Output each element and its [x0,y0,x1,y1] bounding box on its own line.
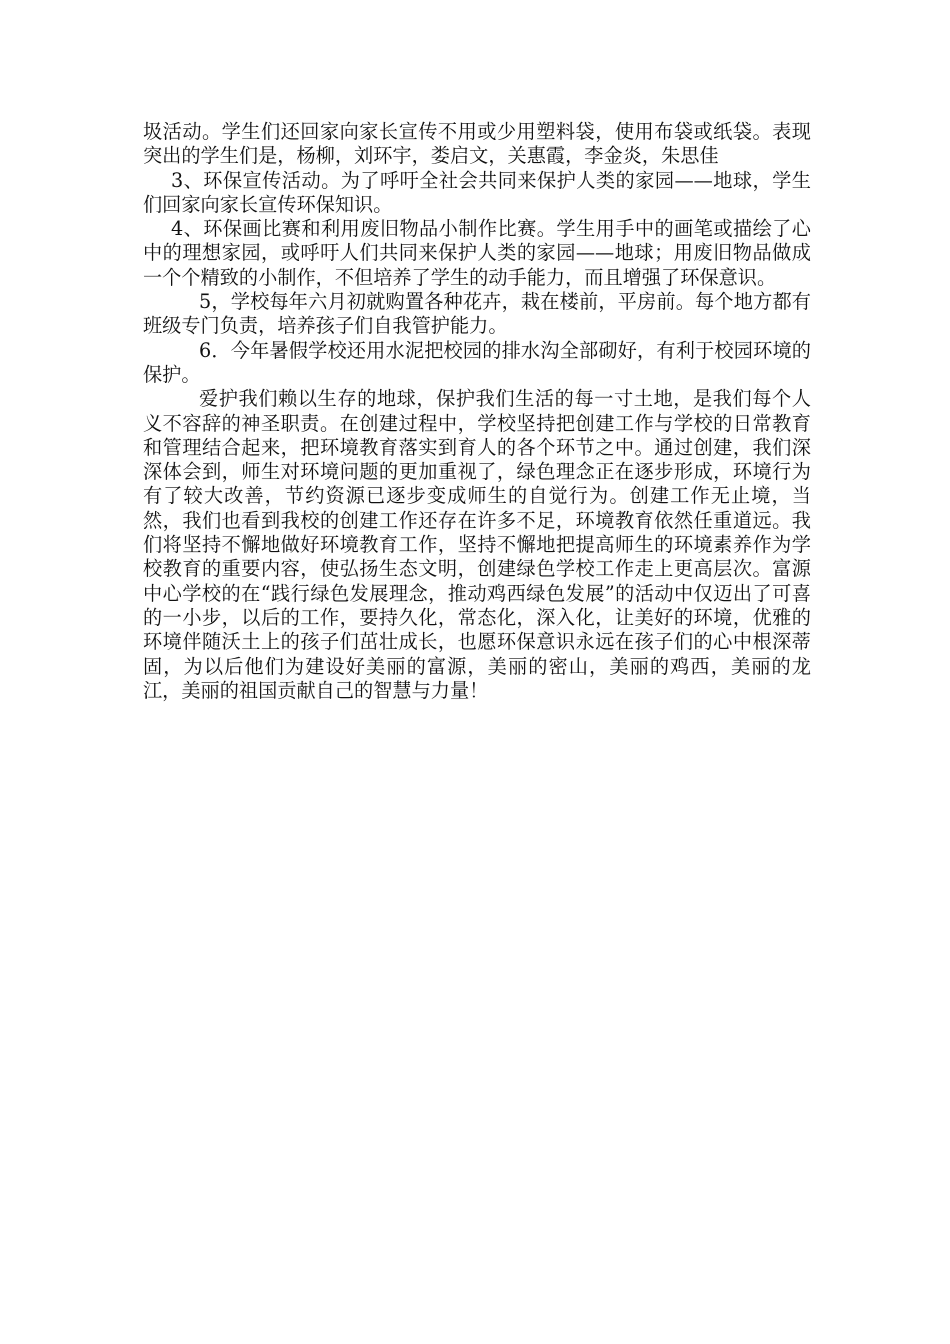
paragraph-conclusion: 爱护我们赖以生存的地球，保护我们生活的每一寸土地，是我们每个人义不容辞的神圣职责。在创建过程中，学校坚持把创建工作与学校的日常教育和管理结合起来，把环境教育落实到育人的各个环节之中。通过创建，我们深深体会到，师生对环境问题的更加重视了，绿色理念正在逐步形成，环境行为有了较大改善，节约资源已逐步变成师生的自觉行为。创建工作无止境，当然，我们也看到我校的创建工作还存在许多不足，环境教育依然任重道远。我们将坚持不懈地做好环境教育工作，坚持不懈地把提高师生的环境素养作为学校教育的重要内容，使弘扬生态文明，创建绿色学校工作走上更高层次。富源中心学校的在“践行绿色发展理念，推动鸡西绿色发展”的活动中仅迈出了可喜的一小步，以后的工作，要持久化，常态化，深入化，让美好的环境，优雅的环境伴随沃土上的孩子们茁壮成长，也愿环保意识永远在孩子们的心中根深蒂固，为以后他们为建设好美丽的富源，美丽的密山，美丽的鸡西，美丽的龙江，美丽的祖国贡献自己的智慧与力量！ [143,387,811,702]
paragraph-item-4: 4、环保画比赛和利用废旧物品小制作比赛。学生用手中的画笔或描绘了心中的理想家园，或呼吁人们共同来保护人类的家园——地球；用废旧物品做成一个个精致的小制作，不但培养了学生的动手能力，而且增强了环保意识。 [143,217,811,289]
paragraph-item-6: 6．今年暑假学校还用水泥把校园的排水沟全部砌好，有利于校园环境的保护。 [143,338,811,386]
paragraph-item-5: 5，学校每年六月初就购置各种花卉，栽在楼前，平房前。每个地方都有班级专门负责，培养孩子们自我管护能力。 [143,290,811,338]
paragraph-item-3: 3、环保宣传活动。为了呼吁全社会共同来保护人类的家园——地球，学生们回家向家长宣传环保知识。 [143,168,811,216]
document-body [143,120,811,703]
paragraph-continuation: 圾活动。学生们还回家向家长宣传不用或少用塑料袋，使用布袋或纸袋。表现突出的学生们是，杨柳，刘环宇，娄启文，关惠霞，李金炎，朱思佳 [143,120,811,168]
